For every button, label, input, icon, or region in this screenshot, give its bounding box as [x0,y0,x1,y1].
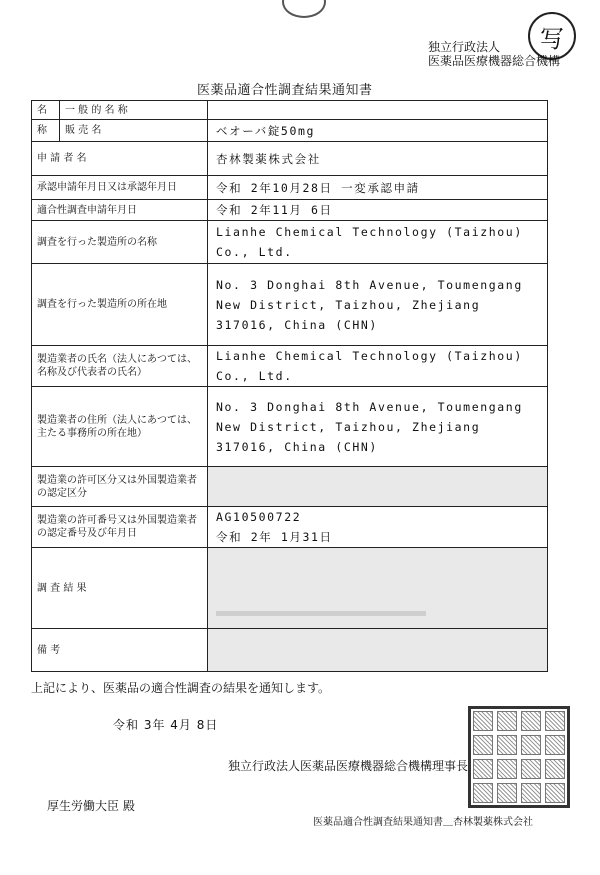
license-number-cell [208,507,548,548]
row-site-name [32,221,548,264]
issue-date: 令和 3年 4月 8日 [113,718,219,732]
manufacturer-address-label: 製造業者の住所（法人にあつては、主たる事務所の所在地） [32,387,208,467]
approval-date-value: 令和 2年10月28日 一変承認申請 [208,176,548,200]
copy-stamp-char: 写 [540,24,564,53]
row-result [32,548,548,629]
inspection-date-value: 令和 2年11月 6日 [208,200,548,221]
license-number-value: AG10500722 [216,510,302,524]
top-circle-mark [282,0,326,18]
applicant-label: 申 請 者 名 [32,142,208,176]
row-site-address [32,264,548,346]
result-value-redacted [208,548,548,629]
row-approval-date [32,176,548,200]
license-class-value [208,467,548,507]
inspection-form-table [31,100,548,672]
result-redaction-residue [216,611,426,616]
site-name-value: Lianhe Chemical Technology (Taizhou) Co., Ltd. [208,221,548,264]
license-number-label: 製造業の許可番号又は外国製造業者の認定番号及び年月日 [32,507,208,548]
row-applicant [32,142,548,176]
row-manufacturer-address [32,387,548,467]
row-generic-name [32,101,548,120]
agency-line-2: 医薬品医療機器総合機構 [428,54,561,68]
row-license-number [32,507,548,548]
remarks-value-redacted [208,629,548,672]
manufacturer-name-value: Lianhe Chemical Technology (Taizhou) Co., Ltd. [208,346,548,387]
agency-line-1: 独立行政法人 [428,40,501,54]
official-seal [468,706,570,808]
manufacturer-name-label: 製造業者の氏名（法人にあつては、名称及び代表者の氏名） [32,346,208,387]
row-brand-name [32,120,548,142]
applicant-value: 杏林製薬株式会社 [208,142,548,176]
approval-date-label: 承認申請年月日又は承認年月日 [32,176,208,200]
remarks-label: 備 考 [32,629,208,672]
license-date-value: 令和 2年 1月31日 [216,530,333,544]
notice-text: 上記により、医薬品の適合性調査の結果を通知します。 [31,681,331,695]
name-label-top: 名 [32,101,60,120]
row-inspection-date [32,200,548,221]
document-title: 医薬品適合性調査結果通知書 [197,83,373,98]
generic-name-value [208,101,548,120]
site-address-value: No. 3 Donghai 8th Avenue, Toumengang New District, Taizhou, Zhejiang 317016, China (CHN) [208,264,548,346]
addressee: 厚生労働大臣 殿 [47,799,135,813]
manufacturer-address-value: No. 3 Donghai 8th Avenue, Toumengang New District, Taizhou, Zhejiang 317016, China (CHN) [208,387,548,467]
issuer-name: 独立行政法人医薬品医療機器総合機構理事長 [228,759,469,773]
brand-name-value: ベオーバ錠50mg [208,120,548,142]
footer-caption: 医薬品適合性調査結果通知書＿杏林製薬株式会社 [313,817,533,828]
row-remarks [32,629,548,672]
license-class-label: 製造業の許可区分又は外国製造業者の認定区分 [32,467,208,507]
agency-name [428,40,560,68]
inspection-date-label: 適合性調査申請年月日 [32,200,208,221]
site-address-label: 調査を行った製造所の所在地 [32,264,208,346]
row-license-class [32,467,548,507]
row-manufacturer-name [32,346,548,387]
generic-name-label: 一 般 的 名 称 [60,101,208,120]
site-name-label: 調査を行った製造所の名称 [32,221,208,264]
result-label: 調 査 結 果 [32,548,208,629]
name-label-bottom: 称 [32,120,60,142]
brand-name-label: 販 売 名 [60,120,208,142]
